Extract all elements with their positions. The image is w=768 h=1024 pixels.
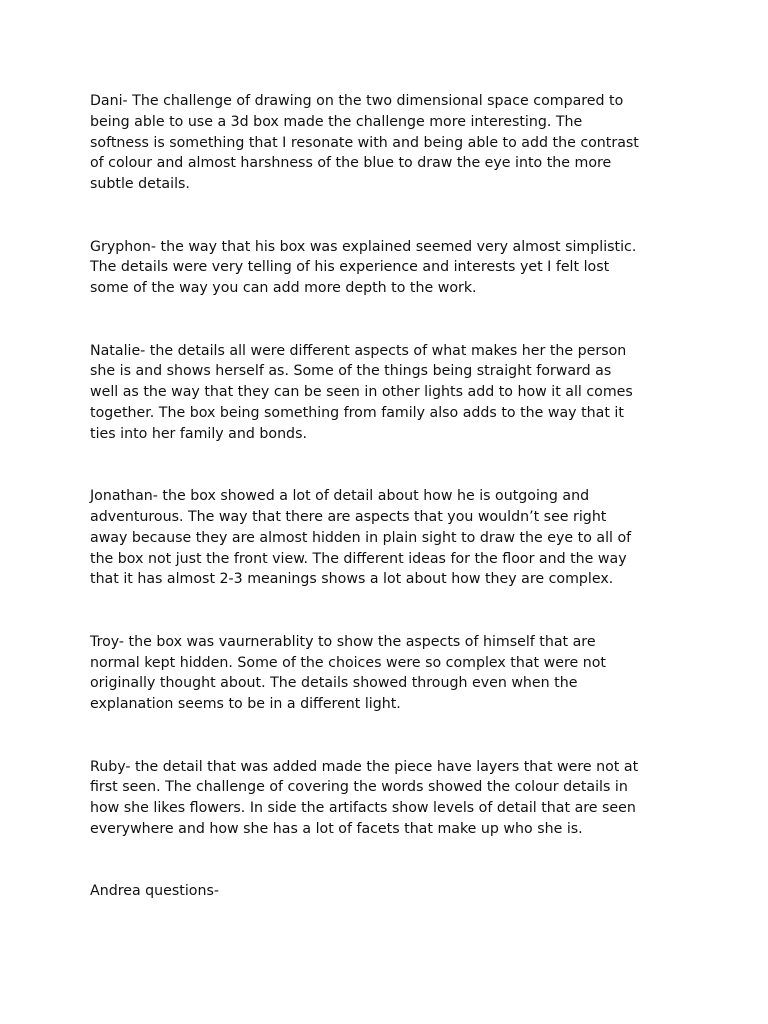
line: Gryphon- the way that his box was explained seemed very almost simplistic. — [90, 238, 637, 255]
line: some of the way you can add more depth to the work. — [90, 280, 477, 297]
line: how she likes flowers. In side the artifacts show levels of detail that are seen — [90, 800, 636, 817]
line: Jonathan- the box showed a lot of detail about how he is outgoing and — [90, 488, 590, 505]
line: together. The box being something from family also adds to the way that it — [90, 404, 624, 421]
line: The details were very telling of his experience and interests yet I felt lost — [90, 259, 610, 276]
paragraph-andrea — [90, 881, 690, 902]
line: of colour and almost harshness of the blue to draw the eye into the more — [90, 155, 612, 172]
paragraph-gap — [90, 840, 690, 882]
line: well as the way that they can be seen in other lights add to how it all comes — [90, 384, 633, 401]
line: she is and shows herself as. Some of the things being straight forward as — [90, 363, 612, 380]
line: Dani- The challenge of drawing on the two dimensional space compared to — [90, 93, 624, 109]
line: ties into her family and bonds. — [90, 425, 307, 442]
paragraph-gryphon — [90, 237, 690, 299]
paragraph-troy — [90, 632, 690, 715]
paragraph-jonathan — [90, 486, 690, 590]
line: everywhere and how she has a lot of facets that make up who she is. — [90, 820, 583, 837]
line: subtle details. — [90, 176, 190, 193]
paragraph-natalie — [90, 341, 690, 445]
line: normal kept hidden. Some of the choices were so complex that were not — [90, 654, 606, 671]
line: away because they are almost hidden in plain sight to draw the eye to all of — [90, 529, 632, 546]
paragraph-dani — [90, 91, 690, 195]
line: being able to use a 3d box made the challenge more interesting. The — [90, 113, 583, 130]
line: Troy- the box was vaurnerablity to show the aspects of himself that are — [90, 633, 596, 650]
line: adventurous. The way that there are aspects that you wouldn’t see right — [90, 508, 607, 525]
document-body — [90, 91, 690, 902]
line: first seen. The challenge of covering the words showed the colour details in — [90, 779, 628, 796]
line: that it has almost 2-3 meanings shows a lot about how they are complex. — [90, 571, 614, 588]
paragraph-gap — [90, 715, 690, 757]
paragraph-gap — [90, 590, 690, 632]
paragraph-ruby — [90, 757, 690, 840]
line: softness is something that I resonate with and being able to add the contrast — [90, 134, 639, 151]
line: Natalie- the details all were different aspects of what makes her the person — [90, 342, 627, 359]
paragraph-gap — [90, 195, 690, 237]
paragraph-gap — [90, 445, 690, 487]
line: explanation seems to be in a different light. — [90, 696, 401, 713]
line: Ruby- the detail that was added made the piece have layers that were not at — [90, 758, 639, 775]
line: Andrea questions- — [90, 883, 219, 900]
line: originally thought about. The details showed through even when the — [90, 675, 578, 692]
paragraph-gap — [90, 299, 690, 341]
line: the box not just the front view. The different ideas for the floor and the way — [90, 550, 627, 567]
